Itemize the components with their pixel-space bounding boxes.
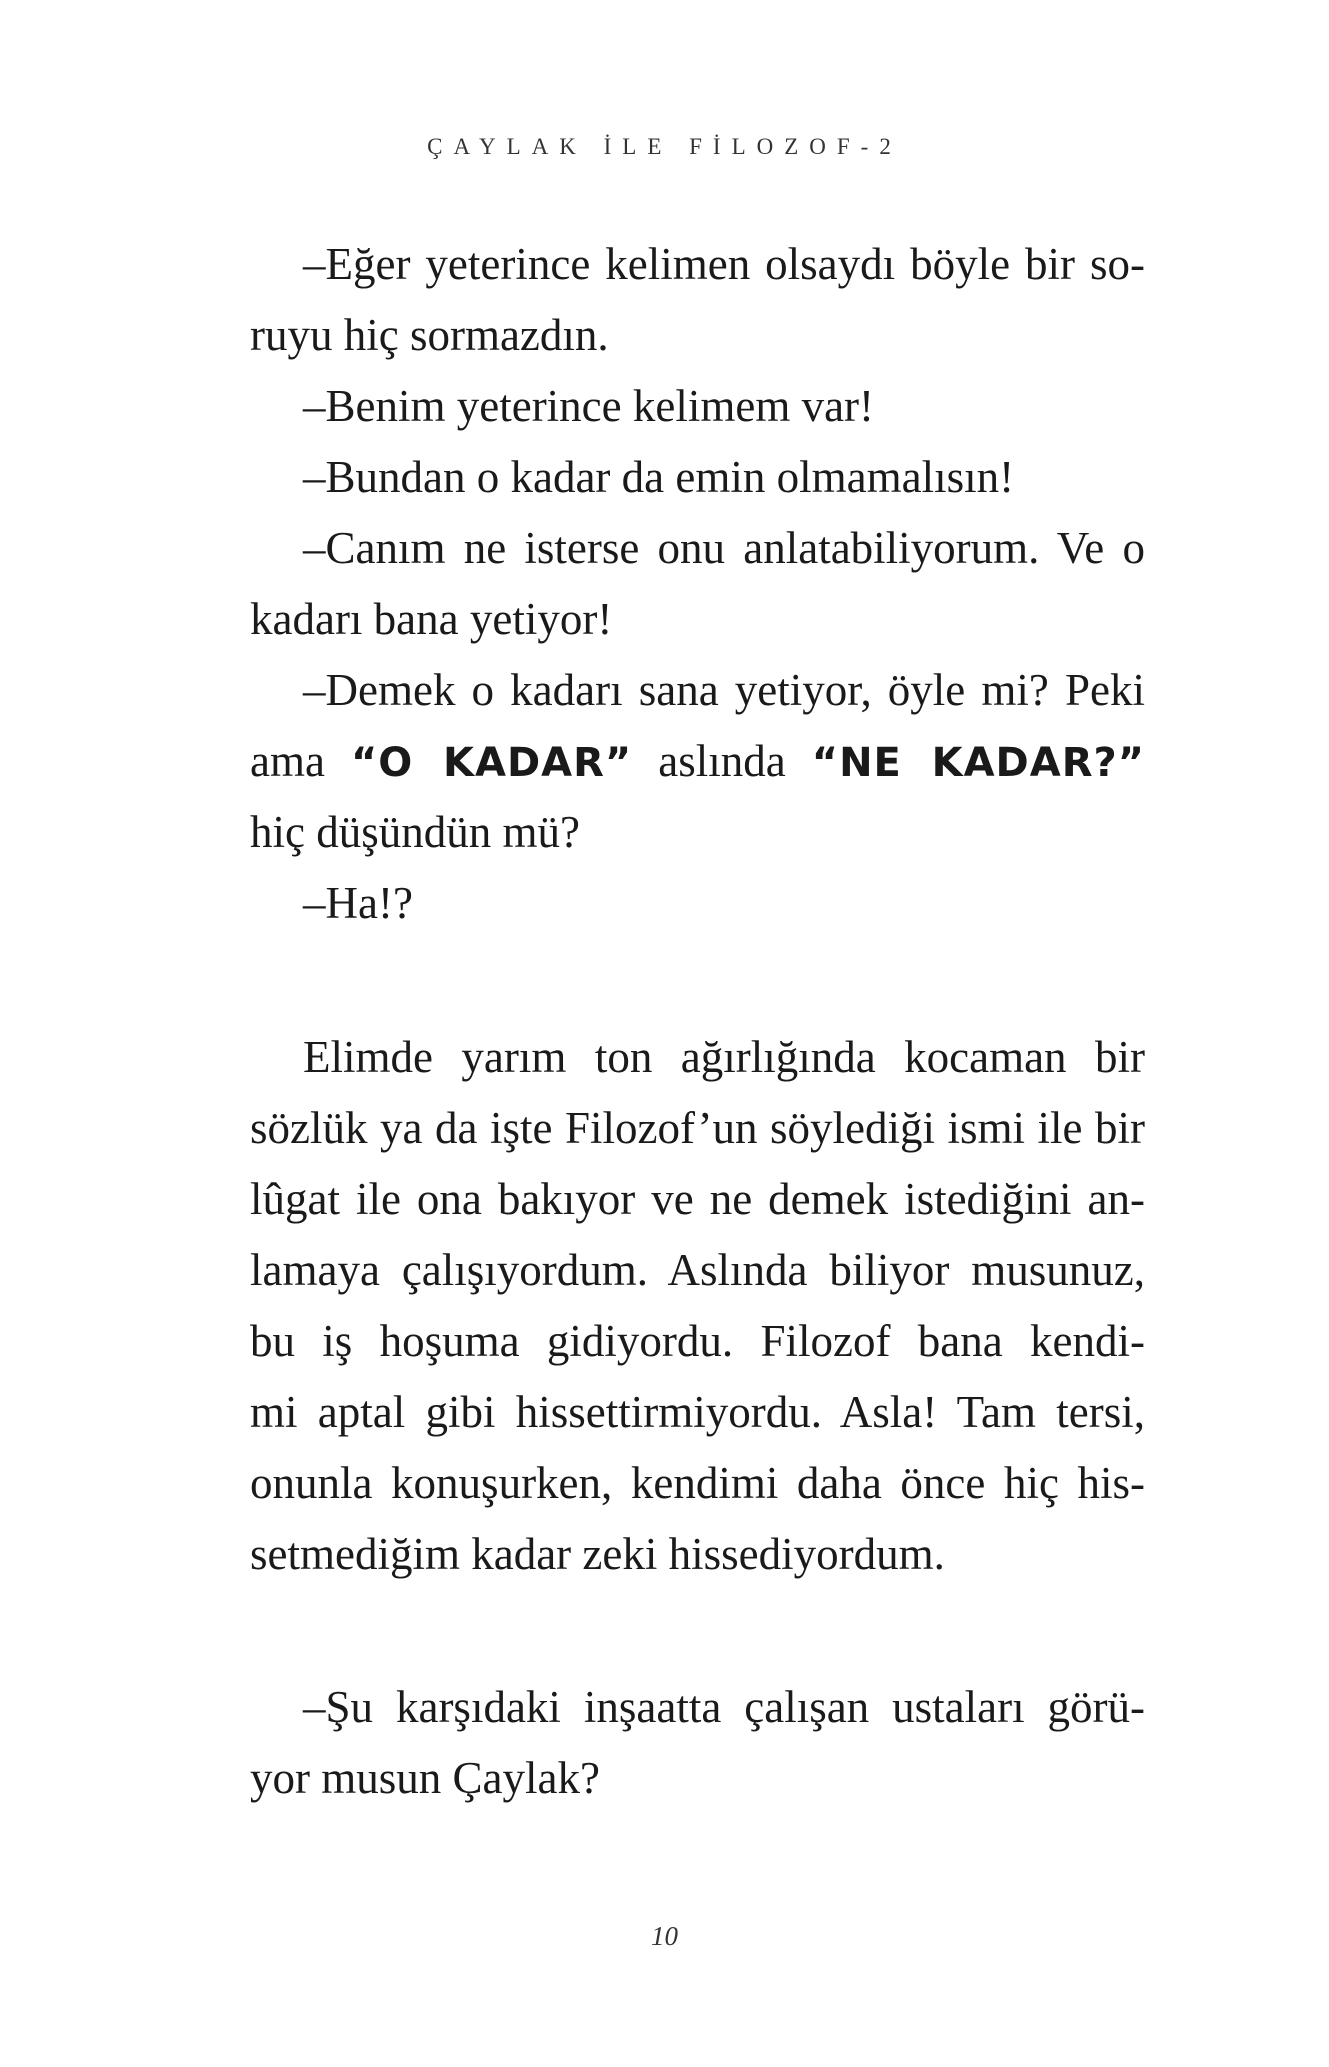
text-line: –Ha!? [303, 878, 413, 928]
text-line: hiç düşündün mü? [250, 807, 580, 857]
text-line: setmediğim kadar zeki hissediyordum. [250, 1529, 945, 1579]
emphasized-phrase: “O KADAR” [351, 740, 633, 786]
page-number: 10 [651, 1921, 678, 1951]
text-line: ruyu hiç sormazdın. [250, 310, 609, 360]
text-line: bu iş hoşuma gidiyordu. Filozof bana kendi- [250, 1316, 1145, 1366]
running-head: ÇAYLAK İLE FİLOZOF-2 [427, 134, 902, 159]
text-line: sözlük ya da işte Filozof’un söylediği ismi ile bir [250, 1103, 1145, 1153]
text-word: ama [250, 736, 325, 786]
text-line: –Canım ne isterse onu anlatabiliyorum. Ve o [303, 523, 1145, 573]
emphasized-phrase: “NE KADAR?” [811, 740, 1145, 786]
text-line: lûgat ile ona bakıyor ve ne demek istediğini an- [250, 1174, 1145, 1224]
text-line: yor musun Çaylak? [250, 1753, 600, 1803]
text-line: onunla konuşurken, kendimi daha önce hiç his- [250, 1458, 1145, 1508]
text-line: –Demek o kadarı sana yetiyor, öyle mi? Peki [303, 665, 1145, 715]
text-line: –Benim yeterince kelimem var! [303, 381, 875, 431]
text-line: –Eğer yeterince kelimen olsaydı böyle bir so- [303, 239, 1145, 289]
text-line: mi aptal gibi hissettirmiyordu. Asla! Tam tersi, [250, 1387, 1145, 1437]
text-word: aslında [658, 736, 786, 786]
text-line: Elimde yarım ton ağırlığında kocaman bir [303, 1032, 1145, 1082]
text-line: lamaya çalışıyordum. Aslında biliyor musunuz, [250, 1245, 1145, 1295]
text-line: –Şu karşıdaki inşaatta çalışan ustaları görü- [303, 1682, 1145, 1732]
text-line-emphasis [250, 733, 1145, 791]
text-line: kadarı bana yetiyor! [250, 594, 613, 644]
text-line: –Bundan o kadar da emin olmamalısın! [303, 452, 1015, 502]
